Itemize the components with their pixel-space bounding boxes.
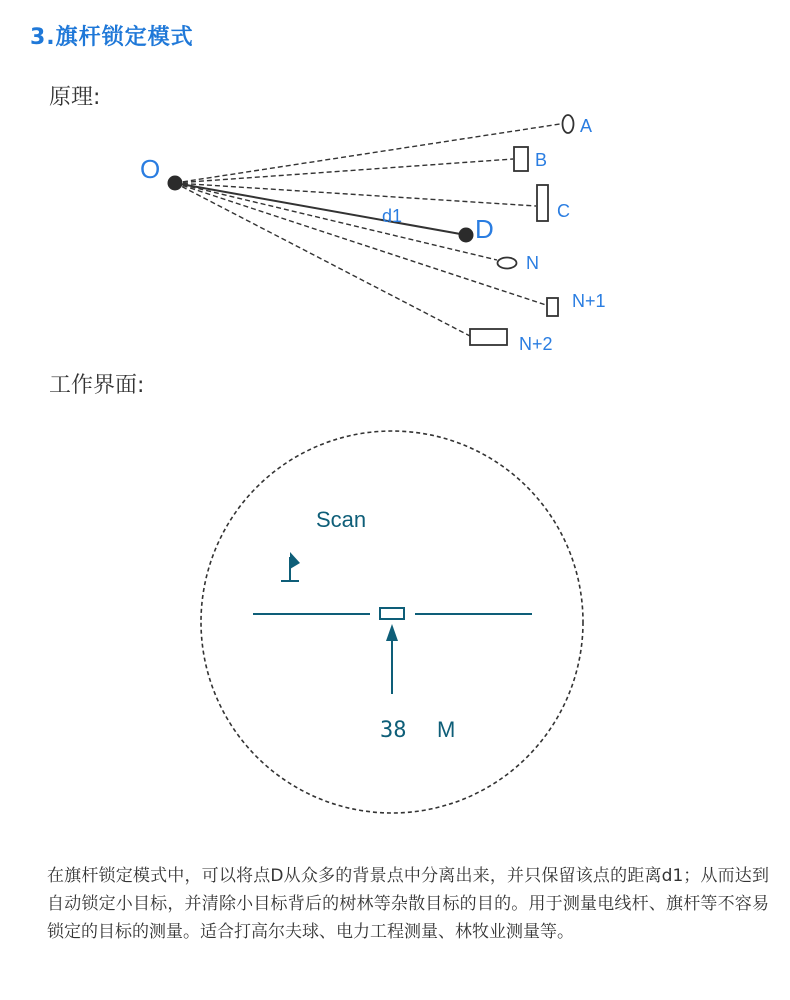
origin-label: O: [140, 154, 161, 184]
distance-unit: M: [437, 717, 456, 742]
target-label-n: N: [526, 253, 539, 273]
target-label-n1: N+1: [572, 291, 606, 311]
mode-description: 在旗杆锁定模式中，可以将点D从众多的背景点中分离出来，并只保留该点的距离d1；从而达到自动锁定小目标，并清除小目标背后的树林等杂散目标的目的。用于测量电线杆、旗杆等不容易锁定的目标的测量。适合打高尔夫球、电力工程测量、林牧业测量等。: [47, 866, 769, 942]
target-label-n2: N+2: [519, 334, 553, 354]
distance-value: 38: [380, 718, 407, 743]
flag-icon: [281, 552, 300, 581]
principle-label: 原理:: [49, 85, 101, 110]
target-label-c: C: [557, 201, 570, 221]
section-title: 3.旗杆锁定模式: [30, 25, 194, 50]
target-label-a: A: [580, 116, 593, 136]
distance-label: d1: [382, 206, 403, 226]
display-boundary: [201, 431, 583, 813]
target-box: [380, 608, 404, 619]
target-label-b: B: [535, 150, 548, 170]
mode-text: Scan: [316, 507, 367, 532]
target-d-label: D: [475, 214, 494, 244]
up-arrow-icon: [386, 624, 398, 694]
ui-label: 工作界面:: [49, 373, 145, 398]
